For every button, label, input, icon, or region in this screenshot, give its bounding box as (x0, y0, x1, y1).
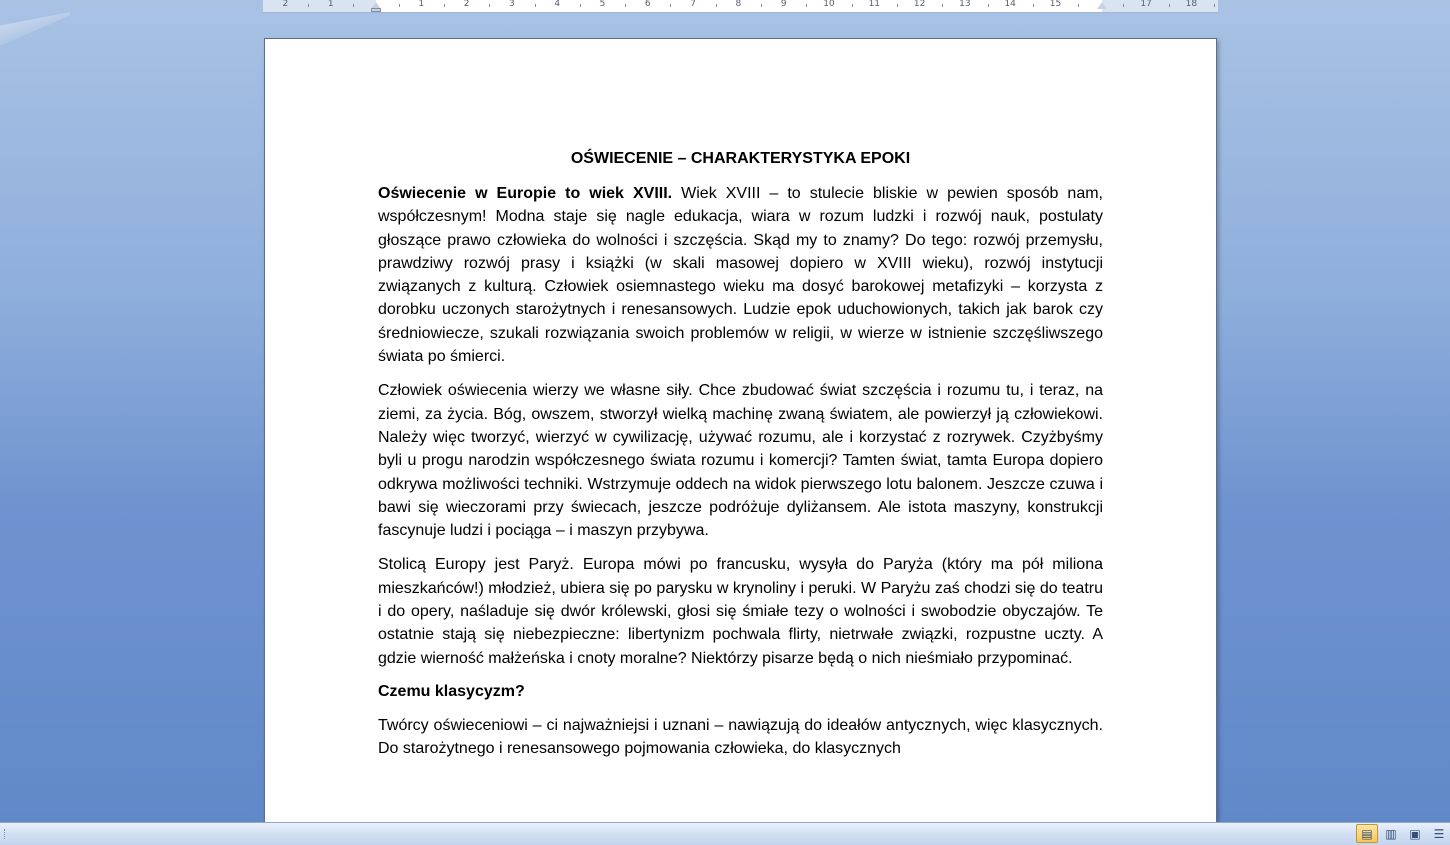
ruler-tick (489, 4, 490, 7)
ruler-number: 3 (509, 0, 515, 9)
full-screen-reading-view-button[interactable] (1380, 824, 1402, 843)
ruler-number: 5 (599, 0, 606, 9)
left-indent-marker[interactable] (371, 8, 381, 12)
ruler-left-margin (263, 0, 376, 12)
ruler-tick (670, 4, 671, 7)
ruler-tick (988, 4, 989, 7)
ruler-number: 10 (823, 0, 835, 9)
paragraph-1-lead: Oświecenie w Europie to wiek XVIII. (378, 185, 673, 202)
paragraph-1 (378, 182, 1103, 368)
ruler-number: 4 (554, 0, 561, 9)
document-page[interactable] (264, 38, 1217, 822)
ruler-number: 2 (463, 0, 470, 9)
outline-view-button[interactable] (1428, 824, 1450, 843)
outline-icon: ☰ (1433, 826, 1445, 841)
ruler-number: 8 (735, 0, 742, 9)
ruler-tick (852, 4, 853, 7)
ruler-number: 9 (780, 0, 787, 9)
document-title: OŚWIECENIE – CHARAKTERYSTYKA EPOKI (570, 150, 911, 167)
view-buttons (1356, 824, 1450, 843)
paragraph-3: Stolicą Europy jest Paryż. Europa mówi po francusku, wysyła do Paryża (który ma pół miliona mieszkańców!) młodzież, ubiera się po parysku w krynoliny i peruki. W Paryżu zaś chodzi się do teatru i do opery, naśladuje się dwór królewski, głosi się śmiałe tezy o wolności i swobodzie obyczajów. Te ostatnie stają się niebezpieczne: libertynizm pochwala flirty, nietrwałe związki, rozpustne uczty. A gdzie wierność małżeńska i cnoty moralne? Niektórzy pisarze będą o nich nieśmiało przypominać. (378, 556, 1103, 667)
ruler-number: 7 (690, 0, 696, 9)
paragraph-4: Twórcy oświeceniowi – ci najważniejsi i uznani – nawiązują do ideałów antycznych, więc klasycznych. Do starożytnego i renesansowego pojmowania człowieka, do klasycznych (378, 716, 1103, 758)
ruler-tick (535, 4, 536, 7)
ruler-tick (1078, 4, 1079, 7)
ruler-number: 12 (913, 0, 926, 9)
ruler-tick (353, 4, 354, 7)
ruler-number: 18 (1185, 0, 1198, 9)
ruler-number: 6 (644, 0, 651, 9)
ruler-tick (1214, 4, 1215, 7)
full-screen-reading-icon: ▥ (1385, 826, 1397, 841)
ruler-number: 11 (868, 0, 881, 9)
ruler-tick (716, 4, 717, 7)
ruler-tick (1033, 4, 1034, 7)
ruler-tick (897, 4, 898, 7)
ruler-number: 13 (959, 0, 971, 9)
print-layout-icon: ▤ (1361, 826, 1373, 841)
workspace-sheen (0, 12, 70, 46)
ruler-tick (942, 4, 943, 7)
section-heading: Czemu klasycyzm? (378, 682, 525, 700)
ruler-number: 17 (1140, 0, 1152, 9)
status-bar (0, 822, 1450, 845)
ruler-tick (1123, 4, 1124, 7)
right-indent-marker[interactable] (1097, 2, 1107, 9)
ruler-tick (580, 4, 581, 7)
document-body[interactable] (378, 149, 1103, 772)
status-bar-grip (4, 829, 7, 839)
ruler-tick (1169, 4, 1170, 7)
ruler-number: 2 (282, 0, 289, 9)
ruler-number: 1 (327, 0, 334, 9)
ruler-tick (625, 4, 626, 7)
ruler-right-margin (1102, 0, 1218, 12)
ruler-number: 1 (418, 0, 425, 9)
ruler-number: 14 (1004, 0, 1016, 9)
ruler-tick (308, 4, 309, 7)
web-layout-icon: ▣ (1409, 826, 1421, 841)
ruler-tick (444, 4, 445, 7)
ruler-number: 15 (1049, 0, 1062, 9)
ruler-tick (761, 4, 762, 7)
web-layout-view-button[interactable] (1404, 824, 1426, 843)
ruler-tick (806, 4, 807, 7)
print-layout-view-button[interactable] (1356, 824, 1378, 843)
paragraph-1-text: Wiek XVIII – to stulecie bliskie w pewien sposób nam, współczesnym! Modna staje się nagle edukacja, wiara w rozum ludzki i rozwój nauk, postulaty głoszące prawo człowieka do wolności i szczęścia. Skąd my to znamy? Do tego: rozwój przemysłu, prawdziwy rozwój prasy i książki (w skali masowej dopiero w XVIII wieku), rozwój instytucji związanych z kulturą. Człowiek osiemnastego wieku ma dosyć barokowej metafizyki – korzysta z dorobku uczonych starożytnych i renesansowych. Ludzie epok uduchowionych, takich jak barok czy średniowiecze, szukali rozwiązania swoich problemów w religii, w wierze w istnienie szczęśliwszego świata po śmierci. (378, 185, 1103, 366)
horizontal-ruler[interactable] (263, 0, 1218, 13)
paragraph-2: Człowiek oświecenia wierzy we własne siły. Chce zbudować świat szczęścia i rozumu tu, i teraz, na ziemi, za życia. Bóg, owszem, stworzył wielką machinę zwaną światem, ale powierzył ją człowiekowi. Należy więc tworzyć, wierzyć w cywilizację, używać rozumu, ale i korzystać z rozrywek. Czyżbyśmy byli u progu narodzin współczesnego świata rozumu i komercji? Tamten świat, tamta Europa dopiero odkrywa możliwości techniki. Wstrzymuje oddech na widok pierwszego lotu balonem. Jeszcze czuwa i bawi się wieczorami przy świecach, jeszcze podróżuje dyliżansem. Ale istota maszyny, konstrukcji fascynuje ludzi i pociąga – i maszyn przybywa. (378, 382, 1103, 540)
ruler-tick (399, 4, 400, 7)
